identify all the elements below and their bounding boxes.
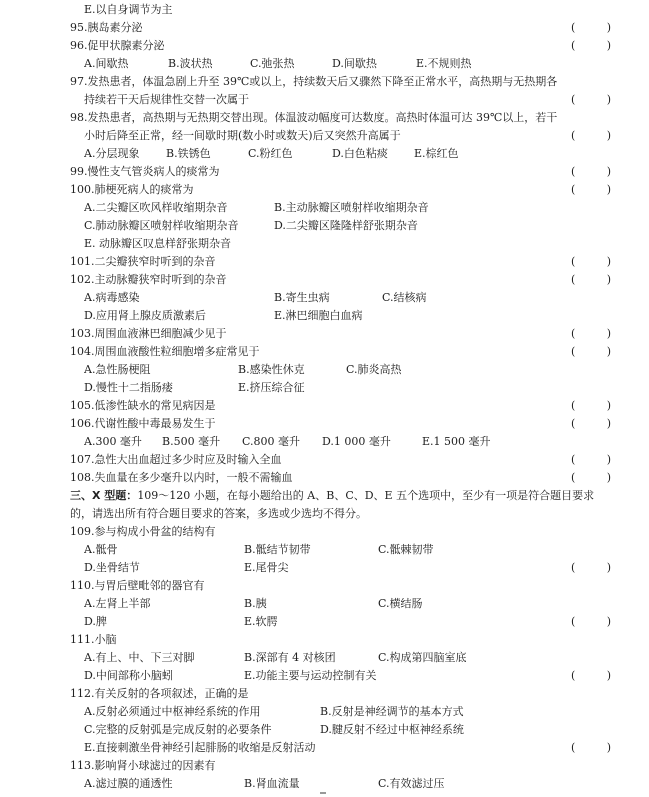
option-a: A.300 毫升	[84, 435, 142, 448]
option-b: B.铁锈色	[166, 147, 211, 160]
question-107	[70, 451, 611, 469]
question-97-cont	[84, 91, 611, 109]
option-e: E.挤压综合征	[238, 381, 305, 394]
option-a: A.间歇热	[84, 57, 129, 70]
answer-bracket[interactable]	[571, 559, 611, 577]
question-102	[70, 271, 611, 289]
question-110	[70, 577, 611, 595]
question-100	[70, 181, 611, 199]
option-a: A.病毒感染	[84, 291, 140, 304]
option-e: E.不规则热	[416, 57, 472, 70]
option-e: E.棕红色	[414, 147, 459, 160]
option-c: C.800 毫升	[242, 435, 301, 448]
question-97	[70, 73, 611, 91]
section-instructions: 109～120 小题，在每小题给出的 A、B、C、D、E 五个选项中，至少有一项是符合题目要求	[137, 489, 595, 502]
option-a: A.有上、中、下三对脚	[84, 651, 195, 664]
option-d: D.间歇热	[332, 57, 377, 70]
answer-bracket[interactable]	[571, 667, 611, 685]
option-a: A.滤过膜的通透性	[84, 777, 173, 790]
option-b: B.寄生虫病	[274, 291, 330, 304]
option-a: A.反射必须通过中枢神经系统的作用	[84, 705, 261, 718]
option-line	[84, 361, 611, 379]
question-113	[70, 757, 611, 775]
question-99	[70, 163, 611, 181]
option-d: D.脾	[84, 615, 107, 628]
option-e: E. 动脉瓣区叹息样舒张期杂音	[84, 237, 232, 250]
question-text: 107.急性大出血超过多少时应及时输入全血	[70, 453, 282, 466]
question-96	[70, 37, 611, 55]
answer-bracket[interactable]	[571, 127, 611, 145]
option-c: C.完整的反射弧是完成反射的必要条件	[84, 723, 272, 736]
question-104	[70, 343, 611, 361]
option-line	[84, 217, 611, 235]
option-d: D.腱反射不经过中枢神经系统	[320, 723, 464, 736]
answer-bracket[interactable]	[571, 325, 611, 343]
option-c: C.有效滤过压	[378, 777, 445, 790]
option-line	[84, 775, 611, 793]
option-line	[84, 595, 611, 613]
answer-bracket[interactable]	[571, 19, 611, 37]
question-text: 106.代谢性酸中毒最易发生于	[70, 417, 216, 430]
option-c: C.肺炎高热	[346, 363, 402, 376]
answer-bracket[interactable]	[571, 739, 611, 757]
option-line	[84, 613, 611, 631]
answer-bracket[interactable]	[571, 469, 611, 487]
option-c: C.粉红色	[248, 147, 293, 160]
option-line	[84, 721, 611, 739]
question-text: 112.有关反射的各项叙述，正确的是	[70, 687, 249, 700]
option-line	[84, 667, 611, 685]
answer-bracket[interactable]	[571, 91, 611, 109]
question-text: 102.主动脉瓣狭窄时听到的杂音	[70, 273, 227, 286]
section-instructions: 的，请选出所有符合题目要求的答案，多选或少选均不得分。	[70, 507, 367, 520]
question-112	[70, 685, 611, 703]
option-b: B.胰	[244, 597, 267, 610]
option-d: D.慢性十二指肠瘘	[84, 381, 173, 394]
question-text: 101.二尖瓣狭窄时听到的杂音	[70, 255, 216, 268]
question-text: 108.失血量在多少毫升以内时，一般不需输血	[70, 471, 293, 484]
question-109	[70, 523, 611, 541]
question-108	[70, 469, 611, 487]
question-105	[70, 397, 611, 415]
option-a: A.二尖瓣区吹风样收缩期杂音	[84, 201, 228, 214]
option-a: A.左肾上半部	[84, 597, 151, 610]
option-d: D.1 000 毫升	[322, 435, 391, 448]
question-text: 97.发热患者，体温急剧上升至 39℃或以上，持续数天后又骤然下降至正常水平，高热期与无热期各	[70, 75, 558, 88]
question-text: 小时后降至正常，经一间歇时期(数小时或数天)后又突然升高属于	[84, 129, 401, 142]
option-line	[84, 433, 611, 451]
option-line	[84, 289, 611, 307]
option-line	[84, 703, 611, 721]
answer-bracket[interactable]	[571, 271, 611, 289]
question-text: 持续若干天后规律性交替一次属于	[84, 93, 249, 106]
question-text: 111.小脑	[70, 633, 117, 646]
option-d: D.应用肾上腺皮质激素后	[84, 309, 206, 322]
option-b: B.反射是神经调节的基本方式	[320, 705, 464, 718]
option-d: D.中间部称小脑蚓	[84, 669, 173, 682]
option-b: B.500 毫升	[162, 435, 221, 448]
option-e: E.尾骨尖	[244, 561, 289, 574]
option-line	[84, 307, 611, 325]
option-e: E.功能主要与运动控制有关	[244, 669, 377, 682]
answer-bracket[interactable]	[571, 181, 611, 199]
section-title: 三、X 型题：	[70, 489, 138, 502]
option-line	[84, 541, 611, 559]
question-101	[70, 253, 611, 271]
scan-mark	[320, 792, 326, 794]
answer-bracket[interactable]	[571, 415, 611, 433]
question-text: 113.影响肾小球滤过的因素有	[70, 759, 216, 772]
answer-bracket[interactable]	[571, 451, 611, 469]
option-c: C.横结肠	[378, 597, 423, 610]
option-a: A.分层现象	[84, 147, 140, 160]
option-b: B.主动脉瓣区喷射样收缩期杂音	[274, 201, 429, 214]
question-98	[70, 109, 611, 127]
option-b: B.感染性休克	[238, 363, 305, 376]
option-line	[84, 145, 611, 163]
question-text: 95.胰岛素分泌	[70, 21, 143, 34]
question-103	[70, 325, 611, 343]
question-text: 110.与胃后壁毗邻的器官有	[70, 579, 205, 592]
answer-bracket[interactable]	[571, 253, 611, 271]
option-d: D.坐骨结节	[84, 561, 140, 574]
option-a: A.骶骨	[84, 543, 118, 556]
answer-bracket[interactable]	[571, 37, 611, 55]
question-text: 96.促甲状腺素分泌	[70, 39, 165, 52]
question-text: 103.周围血液淋巴细胞减少见于	[70, 327, 227, 340]
option-line	[84, 55, 611, 73]
option-line	[84, 1, 611, 19]
option-line	[84, 559, 611, 577]
option-a: A.急性肠梗阻	[84, 363, 151, 376]
question-111	[70, 631, 611, 649]
option-c: C.构成第四脑室底	[378, 651, 467, 664]
answer-bracket[interactable]	[571, 343, 611, 361]
option-c: C.肺动脉瓣区喷射样收缩期杂音	[84, 219, 239, 232]
option-c: C.骶棘韧带	[378, 543, 434, 556]
section-instructions-cont	[70, 505, 611, 523]
question-95	[70, 19, 611, 37]
question-text: 99.慢性支气管炎病人的痰常为	[70, 165, 220, 178]
option-line	[84, 739, 611, 757]
question-98-cont	[84, 127, 611, 145]
option-c: C.结核病	[382, 291, 427, 304]
option-d: D.二尖瓣区隆隆样舒张期杂音	[274, 219, 418, 232]
option-b: B.深部有 4 对核团	[244, 651, 336, 664]
answer-bracket[interactable]	[571, 613, 611, 631]
question-text: 100.肺梗死病人的痰常为	[70, 183, 194, 196]
question-106	[70, 415, 611, 433]
option-e: E.1 500 毫升	[422, 435, 491, 448]
option-b: B.肾血流量	[244, 777, 300, 790]
question-text: 105.低渗性缺水的常见病因是	[70, 399, 216, 412]
section-heading	[70, 487, 611, 505]
answer-bracket[interactable]	[571, 397, 611, 415]
option-line	[84, 379, 611, 397]
question-text: 109.参与构成小骨盆的结构有	[70, 525, 216, 538]
option-b: B.波状热	[168, 57, 213, 70]
option-b: B.骶结节韧带	[244, 543, 311, 556]
option-line	[84, 199, 611, 217]
option-e: E.以自身调节为主	[84, 3, 173, 16]
option-e: E.直接刺激坐骨神经引起腓肠的收缩是反射活动	[84, 741, 316, 754]
option-c: C.弛张热	[250, 57, 295, 70]
option-line	[84, 235, 611, 253]
question-text: 98.发热患者，高热期与无热期交替出现。体温波动幅度可达数度。高热时体温可达 39℃以上，若干	[70, 111, 558, 124]
option-e: E.软腭	[244, 615, 278, 628]
option-d: D.白色粘痰	[332, 147, 388, 160]
option-e: E.淋巴细胞白血病	[274, 309, 363, 322]
question-text: 104.周围血液酸性粒细胞增多症常见于	[70, 345, 260, 358]
answer-bracket[interactable]	[571, 163, 611, 181]
option-line	[84, 649, 611, 667]
